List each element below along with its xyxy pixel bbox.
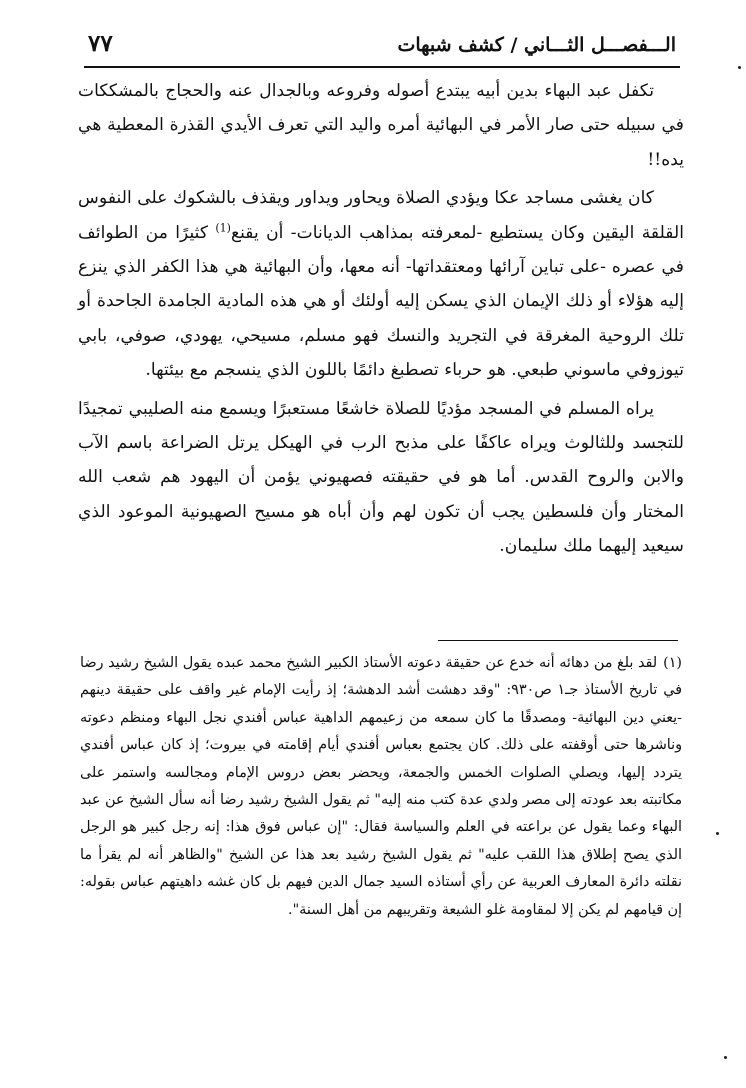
footnote-text: لقد بلغ من دهائه أنه خدع عن حقيقة دعوته الأستاذ الكبير الشيخ محمد عبده يقول الشيخ رشيد رضا في تاريخ الأستاذ جـ١ ص٩٣٠: "وقد دهشت أشد الدهشة؛ إذ رأيت الإمام غير واقف على حقيقة دينهم -يعني دين البهائية- ومصدقًا ما كان سمعه من زعيمهم الداهية عباس أفندي نجل البهاء ومنظم دعوته وناشرها حتى أوقفته على ذلك. كان يجتمع بعباس أفندي أيام إقامته في بيروت؛ إذ كان عباس أفندي يتردد إليها، ويصلي الصلوات الخمس والجمعة، ويحضر بعض دروس الإمام ومجالسه واستمر على مكاتبته بعد عودته إلى مصر ولدي عدة كتب منه إليه" ثم يقول الشيخ رشيد رضا أنه سأل الشيخ عن عبد البهاء وعما يقول عن براعته في العلم والسياسة فقال: "إن عباس فوق هذا: إنه رجل كبير هو الرجل الذي يصح إطلاق هذا اللقب عليه" ثم يقول الشيخ رشيد بعد هذا عن الشيخ "والظاهر أنه لم يقرأ ما نقلته دائرة المعارف العربية عن رأي أستاذه السيد جمال الدين فيهم بل كان غشه داهيتهم عباس بقوله: إن قيامهم لم يكن إلا لمقاومة غلو الشيعة وتقريبهم من أهل السنة". bbox=[80, 655, 682, 918]
paragraph-1: تكفل عبد البهاء بدين أبيه يبتدع أصوله وفروعه وبالجدال عنه والحجاج بالمشككات في سبيله حتى صار الأمر في البهائية أمره واليد التي تعرف الأيدي القذرة المعطية هي يده!! bbox=[78, 81, 684, 170]
paragraph-2-lead: كان يغشى مساجد عكا ويؤدي الصلاة ويحاور ويداور ويقذف بالشكوك على النفوس القلقة اليقين وكان يستطيع -لمعرفته بمذاهب الديانات- أن يقنع bbox=[78, 188, 685, 243]
chapter-title: الـــفصـــل الثـــاني / كشف شبهات bbox=[397, 34, 676, 56]
paragraph-3: يراه المسلم في المسجد مؤديًا للصلاة خاشعًا مستعبرًا ويسمع منه الصليبي تمجيدًا للتجسد وللثالوث ويراه عاكفًا على مذبح الرب في الهيكل يرتل الضراعة باسم الآب والابن والروح القدس. أما هو في حقيقته فصهيوني يؤمن أن اليهود هم شعب الله المختار وأن فلسطين يجب أن تكون لهم وأن أباه هو مسيح الصهيونية الموعود الذي سيعيد إليهما ملك سليمان. bbox=[78, 398, 684, 557]
scan-speck bbox=[716, 832, 719, 835]
scan-speck bbox=[724, 1056, 727, 1059]
scan-speck bbox=[738, 66, 741, 69]
footnote-number: (١) bbox=[663, 655, 682, 671]
main-text bbox=[78, 74, 684, 568]
footnote bbox=[80, 650, 682, 924]
page-number: ٧٧ bbox=[88, 30, 113, 57]
footnote-divider bbox=[438, 640, 678, 641]
paragraph-2 bbox=[78, 181, 684, 387]
header-rule bbox=[84, 66, 680, 68]
footnote-paragraph bbox=[80, 650, 682, 924]
running-header bbox=[84, 28, 680, 64]
paragraph-2-rest: كثيرًا من الطوائف في عصره -على تباين آرائها ومعتقداتها- أنه معها، وأن البهائية هي هذا الكفر الذي ينزع إليه هؤلاء أو ذلك الإيمان الذي يسكن إليه أولئك أو هي هذه المادية الجامدة الجاحدة أو تلك الروحية المغرقة في التجريد والنسك فهو مسلم، مسيحي، يهودي، صوفي، بابي تيوزوفي ماسوني طبعي. هو حرباء تصطبغ دائمًا باللون الذي ينسجم مع بيئتها. bbox=[78, 222, 684, 381]
footnote-reference[interactable]: (1) bbox=[215, 220, 231, 234]
